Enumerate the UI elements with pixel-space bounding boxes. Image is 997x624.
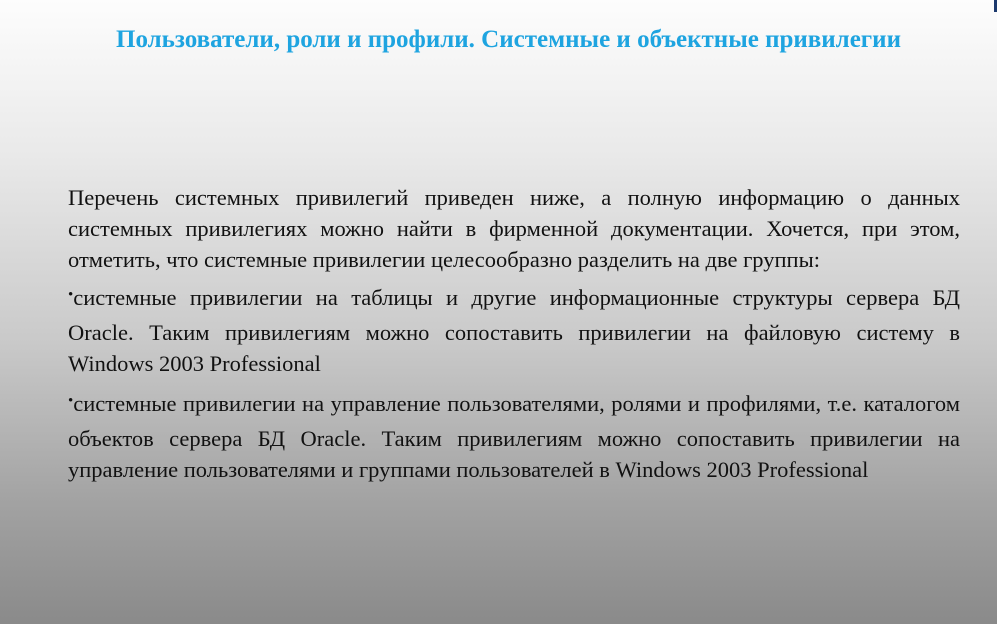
bullet-icon: • <box>68 393 74 409</box>
bullet-item <box>68 388 960 485</box>
slide-body <box>68 182 960 494</box>
bullet-icon: • <box>68 287 74 303</box>
slide-title: Пользователи, роли и профили. Системные и объектные привилегии <box>116 26 901 53</box>
bullet-text: системные привилегии на управление пользователями, ролями и профилями, т.е. каталогом объектов сервера БД Oracle. Таким привилегиям можно сопоставить привилегии на управление пользователями и группами пользователей в Windows 2003 Professional <box>68 391 960 482</box>
intro-paragraph: Перечень системных привилегий приведен ниже, а полную информацию о данных системных привилегиях можно найти в фирменной документации. Хочется, при этом, отметить, что системные привилегии целесообразно разделить на две группы: <box>68 185 960 272</box>
bullet-item <box>68 282 960 379</box>
bullet-text: системные привилегии на таблицы и другие информационные структуры сервера БД Oracle. Таким привилегиям можно сопоставить привилегии на файловую систему в Windows 2003 Professional <box>68 285 960 376</box>
